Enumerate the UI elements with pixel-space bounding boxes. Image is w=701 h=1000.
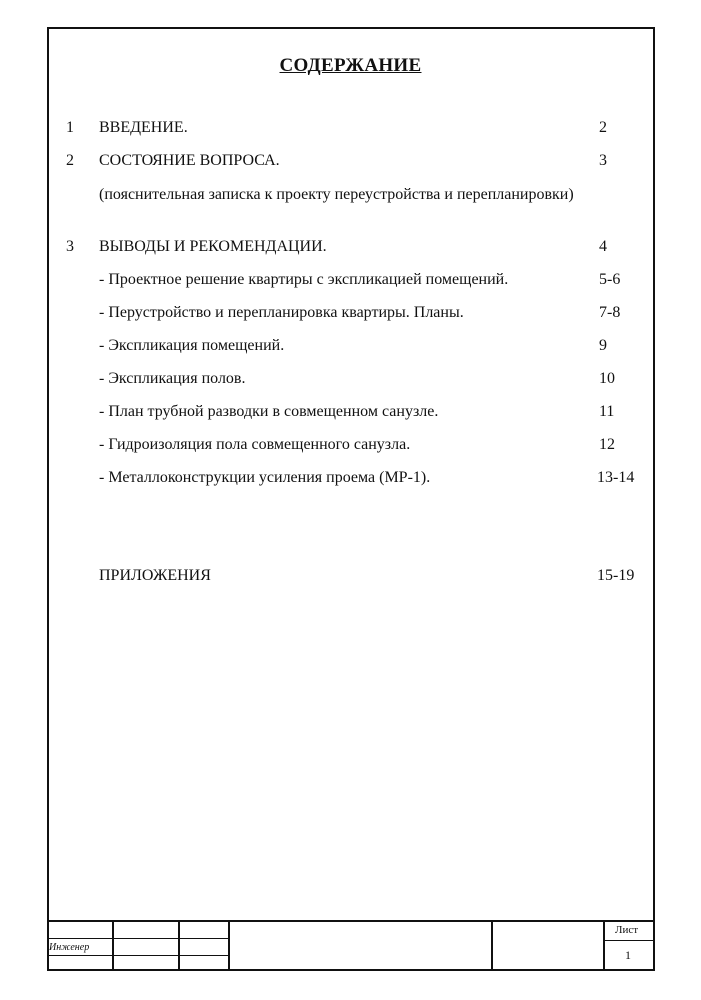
toc-item-2-number: 2 — [66, 152, 74, 169]
toc-subitem-page: 9 — [599, 337, 607, 354]
toc-item-2-page: 3 — [599, 152, 607, 169]
page-title: СОДЕРЖАНИЕ — [279, 55, 422, 76]
toc-subitem-page: 12 — [599, 436, 615, 453]
title-block-divider — [491, 922, 493, 971]
toc-item-3-page: 4 — [599, 238, 607, 255]
toc-subitem: - Металлоконструкции усиления проема (МР-1). — [99, 469, 431, 486]
title-block-divider — [178, 922, 180, 971]
engineer-label: Инженер — [49, 942, 90, 953]
toc-item-1-page: 2 — [599, 119, 607, 136]
sheet-number: 1 — [625, 948, 631, 962]
title-block-divider — [228, 922, 230, 971]
toc-item-3-text: ВЫВОДЫ И РЕКОМЕНДАЦИИ. — [99, 238, 327, 255]
toc-item-2-text: СОСТОЯНИЕ ВОПРОСА. — [99, 152, 280, 169]
title-block-divider — [112, 922, 114, 971]
title-block — [47, 920, 655, 971]
toc-item-3-number: 3 — [66, 238, 74, 255]
title-block-row-line — [47, 955, 228, 956]
title-block-row-line — [603, 940, 653, 941]
toc-subitem-page: 13-14 — [597, 469, 635, 486]
toc-subitem: - Перустройство и перепланировка квартиры. Планы. — [99, 304, 464, 321]
toc-appendix-page: 15-19 — [597, 567, 635, 584]
toc-item-1-number: 1 — [66, 119, 74, 136]
toc-item-1-text: ВВЕДЕНИЕ. — [99, 119, 188, 136]
toc-subitem: - Экспликация помещений. — [99, 337, 285, 354]
toc-subitem: - План трубной разводки в совмещенном санузле. — [99, 403, 439, 420]
title-block-row-line — [47, 938, 228, 939]
toc-appendix-text: ПРИЛОЖЕНИЯ — [99, 567, 211, 584]
toc-subitem: - Гидроизоляция пола совмещенного санузла. — [99, 436, 411, 453]
toc-subitem: - Экспликация полов. — [99, 370, 246, 387]
toc-subitem-page: 7-8 — [599, 304, 621, 321]
toc-subitem: - Проектное решение квартиры с экспликацией помещений. — [99, 271, 509, 288]
toc-subitem-page: 10 — [599, 370, 615, 387]
title-block-divider — [603, 922, 605, 971]
toc-subitem-page: 5-6 — [599, 271, 621, 288]
toc-subitem-page: 11 — [599, 403, 615, 420]
sheet-label: Лист — [615, 924, 639, 936]
toc-item-2-note: (пояснительная записка к проекту переустройства и перепланировки) — [99, 186, 574, 203]
